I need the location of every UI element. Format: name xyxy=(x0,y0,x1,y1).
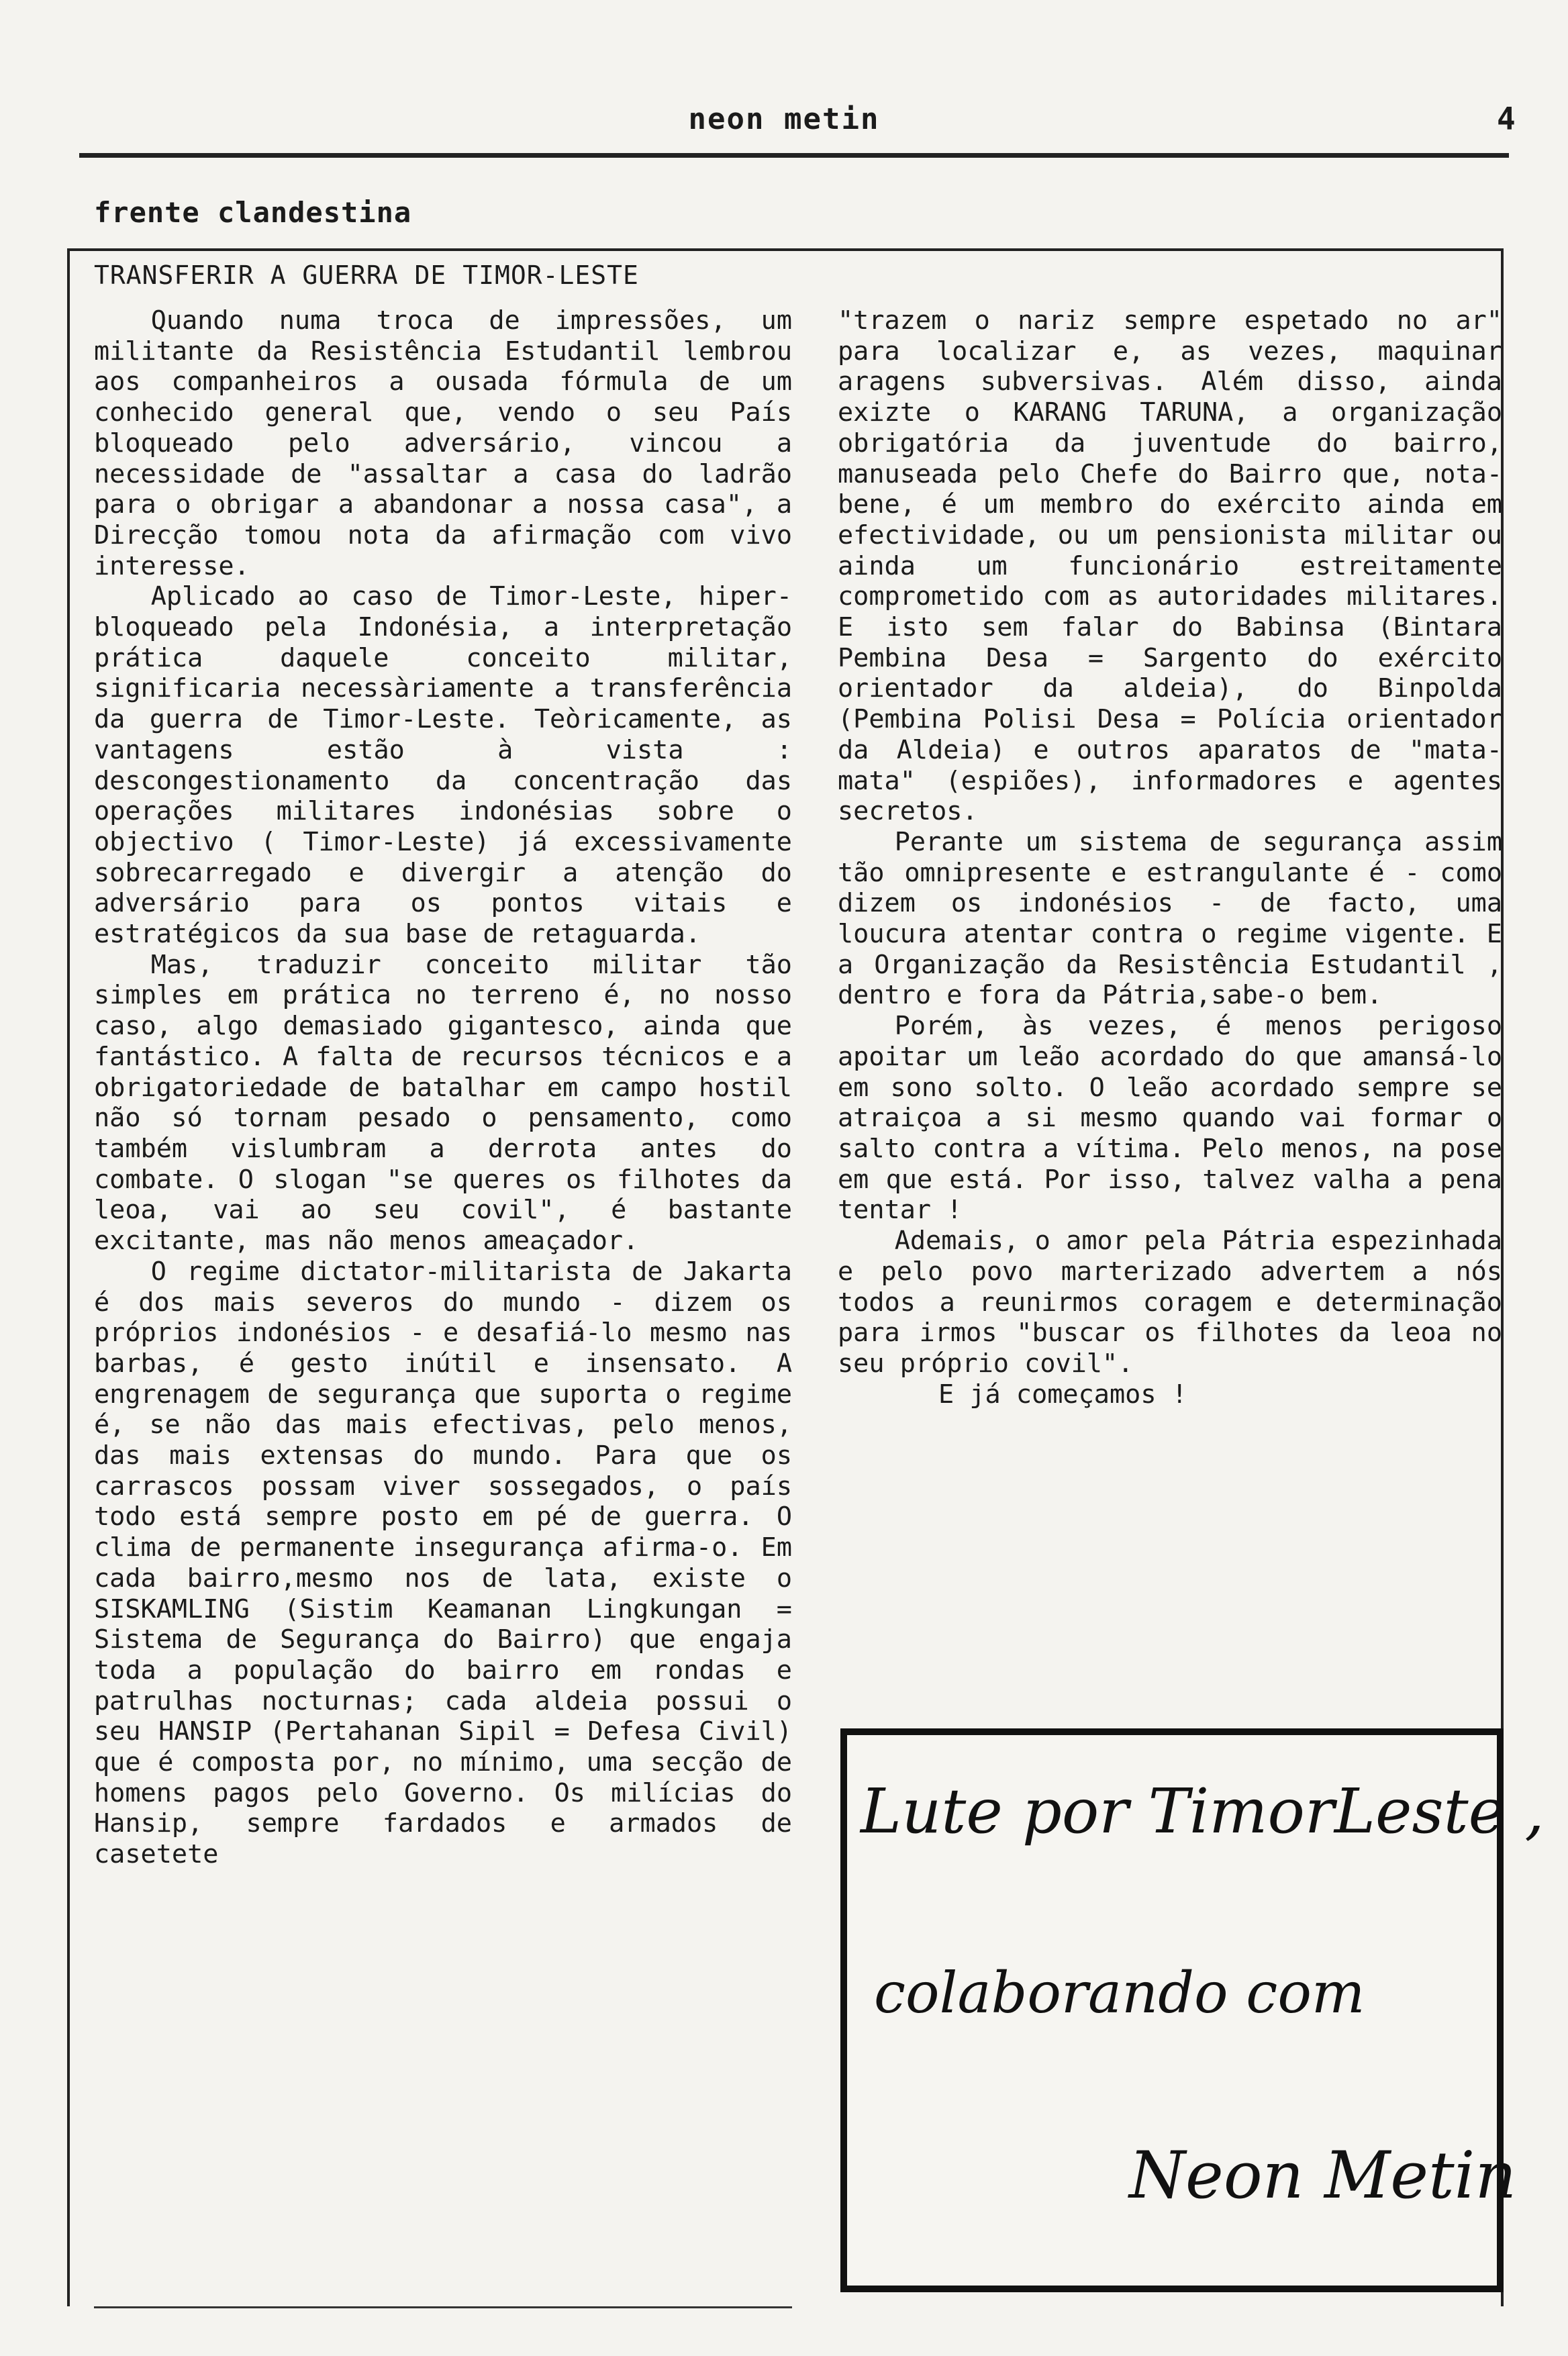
paragraph: Quando numa troca de impressões, um militante da Resistência Estudantil lembrou aos companheiros a ousada fórmula de um conhecido general que, vendo o seu País bloqueado pelo adversário, vincou a necessidade de "assaltar a casa do ladrão para o obrigar a abandonar a nossa casa", a Direcção tomou nota da afirmação com vivo interesse. xyxy=(94,305,792,581)
article-title: TRANSFERIR A GUERRA DE TIMOR-LESTE xyxy=(94,260,639,290)
header-rule xyxy=(79,153,1509,158)
paragraph: Porém, às vezes, é menos perigoso apoitar um leão acordado do que amansá-lo em sono solto. O leão acordado sempre se atraiçoa a si mesmo quando vai formar o salto contra a vítima. Pelo menos, na pose em que está. Por isso, talvez valha a pena tentar ! xyxy=(838,1011,1502,1226)
paragraph: "trazem o nariz sempre espetado no ar" para localizar e, as vezes, maquinar aragens subversivas. Além disso, ainda exizte o KARANG TARUNA, a organização obrigatória da juventude do bairro, manuseada pelo Chefe do Bairro que, nota-bene, é um membro do exército ainda em efectividade, ou um pensionista militar ou ainda um funcionário estreitamente comprometido com as autoridades militares. E isto sem falar do Babinsa (Bintara Pembina Desa = Sargento do exército orientador da aldeia), do Binpolda (Pembina Polisi Desa = Polícia orientador da Aldeia) e outros aparatos de "mata-mata" (espiões), informadores e agentes secretos. xyxy=(838,305,1502,827)
ad-line-colaborando: colaborando com xyxy=(874,1960,1365,2026)
ad-line-lute: Lute por TimorLeste , xyxy=(861,1775,1545,1847)
section-label: frente clandestina xyxy=(94,196,412,229)
paragraph: O regime dictator-militarista de Jakarta é dos mais severos do mundo - dizem os próprios indonésios - e desafiá-lo mesmo nas barbas, é gesto inútil e insensato. A engrenagem de segurança que suporta o regime é, se não das mais efectivas, pelo menos, das mais extensas do mundo. Para que os carrascos possam viver sossegados, o país todo está sempre posto em pé de guerra. O clima de permanente insegurança afirma-o. Em cada bairro,mesmo nos de lata, existe o SISKAMLING (Sistim Keamanan Lingkungan = Sistema de Segurança do Bairro) que engaja toda a população do bairro em rondas e patrulhas nocturnas; cada aldeia possui o seu HANSIP (Pertahanan Sipil = Defesa Civil) que é composta por, no mínimo, uma secção de homens pagos pelo Governo. Os milícias do Hansip, sempre fardados e armados de casetete xyxy=(94,1256,792,1870)
paragraph: Ademais, o amor pela Pátria espezinhada e pelo povo marterizado advertem a nós todos a reunirmos coragem e determinação para irmos "buscar os filhotes da leoa no seu próprio covil". xyxy=(838,1226,1502,1379)
ad-line-neon-metin: Neon Metin xyxy=(1129,2138,1517,2213)
paragraph: Perante um sistema de segurança assim tão omnipresente e estrangulante é - como dizem os indonésios - de facto, uma loucura atentar contra o regime vigente. E a Organização da Resistência Estudantil , dentro e fora da Pátria,sabe-o bem. xyxy=(838,826,1502,1011)
paragraph: Aplicado ao caso de Timor-Leste, hiper-bloqueado pela Indonésia, a interpretação prática daquele conceito militar, significaria necessàriamente a transferência da guerra de Timor-Leste. Teòricamente, as vantagens estão à vista : descongestionamento da concentração das operações militares indonésias sobre o objectivo ( Timor-Leste) já excessivamente sobrecarregado e divergir a atenção do adversário para os pontos vitais e estratégicos da sua base de retaguarda. xyxy=(94,581,792,950)
newsletter-title: neon metin xyxy=(688,102,880,136)
bottom-rule xyxy=(94,2306,792,2308)
article-right-column xyxy=(838,305,1502,1410)
page-number: 4 xyxy=(1497,101,1516,137)
paragraph: Mas, traduzir conceito militar tão simples em prática no terreno é, no nosso caso, algo demasiado gigantesco, ainda que fantástico. A falta de recursos técnicos e a obrigatoriedade de batalhar em campo hostil não só tornam pesado o pensamento, como também vislumbram a derrota antes do combate. O slogan "se queres os filhotes da leoa, vai ao seu covil", é bastante excitante, mas não menos ameaçador. xyxy=(94,949,792,1257)
advertisement-box xyxy=(840,1728,1545,2292)
closing-line: E já começamos ! xyxy=(938,1379,1187,1410)
article-left-column xyxy=(94,305,792,1870)
